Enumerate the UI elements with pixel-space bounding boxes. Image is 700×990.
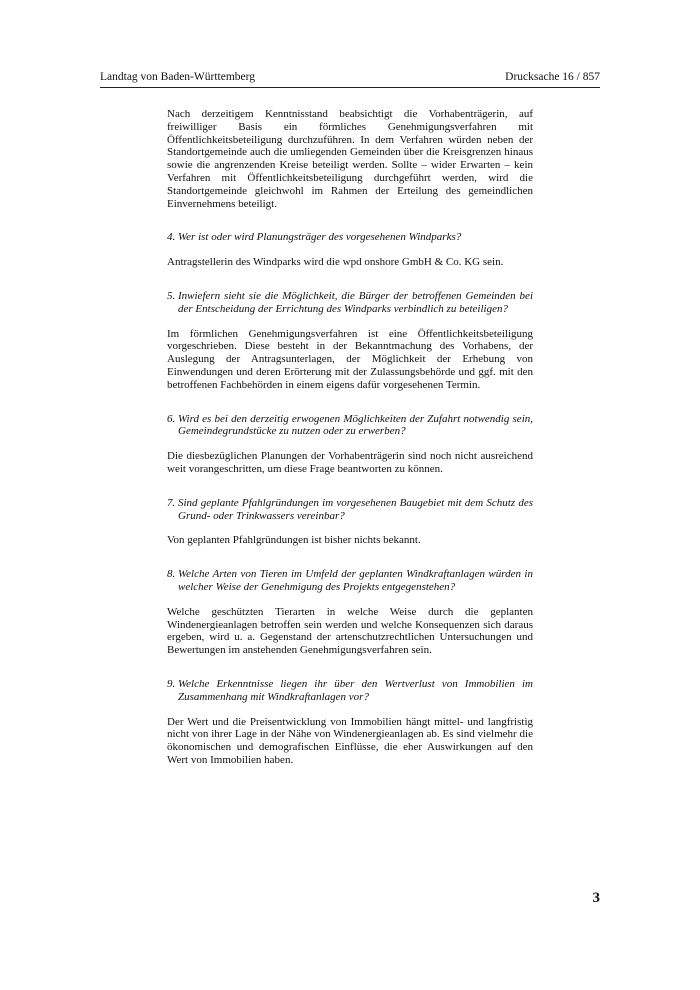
header-title: Landtag von Baden-Württemberg: [100, 71, 255, 83]
question-text: Welche Erkenntnisse liegen ihr über den Wertverlust von Immobilien im Zusammenhang mit Windkraftanlagen vor?: [178, 677, 533, 703]
document-body: [167, 108, 533, 788]
answer-6: Die diesbezüglichen Planungen der Vorhabenträgerin sind noch nicht ausreichend weit vorangeschritten, um diese Frage beantworten zu können.: [167, 450, 533, 475]
question-8: [167, 568, 533, 594]
intro-paragraph: Nach derzeitigem Kenntnisstand beabsichtigt die Vorhabenträgerin, auf freiwilliger Basis ein förmliches Genehmigungsverfahren mit Öffentlichkeitsbeteiligung durchzuführen. In dem Verfahren würden neben der Standortgemeinde auch die umliegenden Gemeinden über die Kreisgrenzen hinaus sowie die angrenzenden Kreise beteiligt werden. Sollte – wider Erwarten – kein Verfahren mit Öffentlichkeitsbeteiligung durchgeführt werden, wird die Standortgemeinde gleichwohl im Rahmen der Erteilung des gemeindlichen Einvernehmens beteiligt.: [167, 108, 533, 210]
header-document-number: Drucksache 16 / 857: [505, 71, 600, 83]
question-text: Wird es bei den derzeitig erwogenen Möglichkeiten der Zufahrt notwendig sein, Gemeindegrundstücke zu nutzen oder zu erwerben?: [178, 412, 533, 438]
question-number: 7.: [167, 496, 176, 509]
question-number: 4.: [167, 231, 176, 244]
question-9: [167, 678, 533, 704]
question-5: [167, 290, 533, 316]
question-text: Sind geplante Pfahlgründungen im vorgesehenen Baugebiet mit dem Schutz des Grund- oder Trinkwassers vereinbar?: [178, 496, 533, 522]
question-number: 6.: [167, 412, 176, 425]
question-number: 8.: [167, 568, 176, 581]
running-header: [100, 70, 600, 88]
question-number: 9.: [167, 677, 176, 690]
page-number: 3: [592, 890, 600, 906]
answer-7: Von geplanten Pfahlgründungen ist bisher nichts bekannt.: [167, 534, 421, 547]
question-4: [167, 231, 533, 244]
question-text: Inwiefern sieht sie die Möglichkeit, die Bürger der betroffenen Gemeinden bei der Entscheidung der Errichtung des Windparks verbindlich zu beteiligen?: [178, 289, 533, 315]
question-7: [167, 497, 533, 523]
answer-9: Der Wert und die Preisentwicklung von Immobilien hängt mittel- und langfristig nicht von ihrer Lage in der Nähe von Windenergieanlagen ab. Es sind vielmehr die ökonomischen und demografischen Einflüsse, die eher Auswirkungen auf den Wert von Immobilien haben.: [167, 715, 533, 766]
answer-8: Welche geschützten Tierarten in welche Weise durch die geplanten Windenergieanlagen betroffen sein werden und welche Konsequenzen sich daraus ergeben, wird u. a. Gegenstand der artenschutzrechtlichen Untersuchungen und Bewertungen im anstehenden Genehmigungsverfahren sein.: [167, 605, 533, 657]
answer-4: Antragstellerin des Windparks wird die wpd onshore GmbH & Co. KG sein.: [167, 256, 504, 269]
question-number: 5.: [167, 289, 176, 302]
answer-5: Im förmlichen Genehmigungsverfahren ist eine Öffentlichkeitsbeteiligung vorgeschrieben. Diese besteht in der Bekanntmachung des Vorhabens, der Auslegung der Antragsunterlagen, der Möglichkeit der Erhebung von Einwendungen und deren Erörterung mit der Zulassungsbehörde und ggf. mit den betroffenen Fachbehörden in einem eigens dafür vorgesehenen Termin.: [167, 327, 533, 391]
question-text: Wer ist oder wird Planungsträger des vorgesehenen Windparks?: [178, 231, 462, 244]
question-6: [167, 413, 533, 439]
question-text: Welche Arten von Tieren im Umfeld der geplanten Windkraftanlagen würden in welcher Weise der Genehmigung des Projekts entgegenstehen?: [178, 568, 533, 593]
